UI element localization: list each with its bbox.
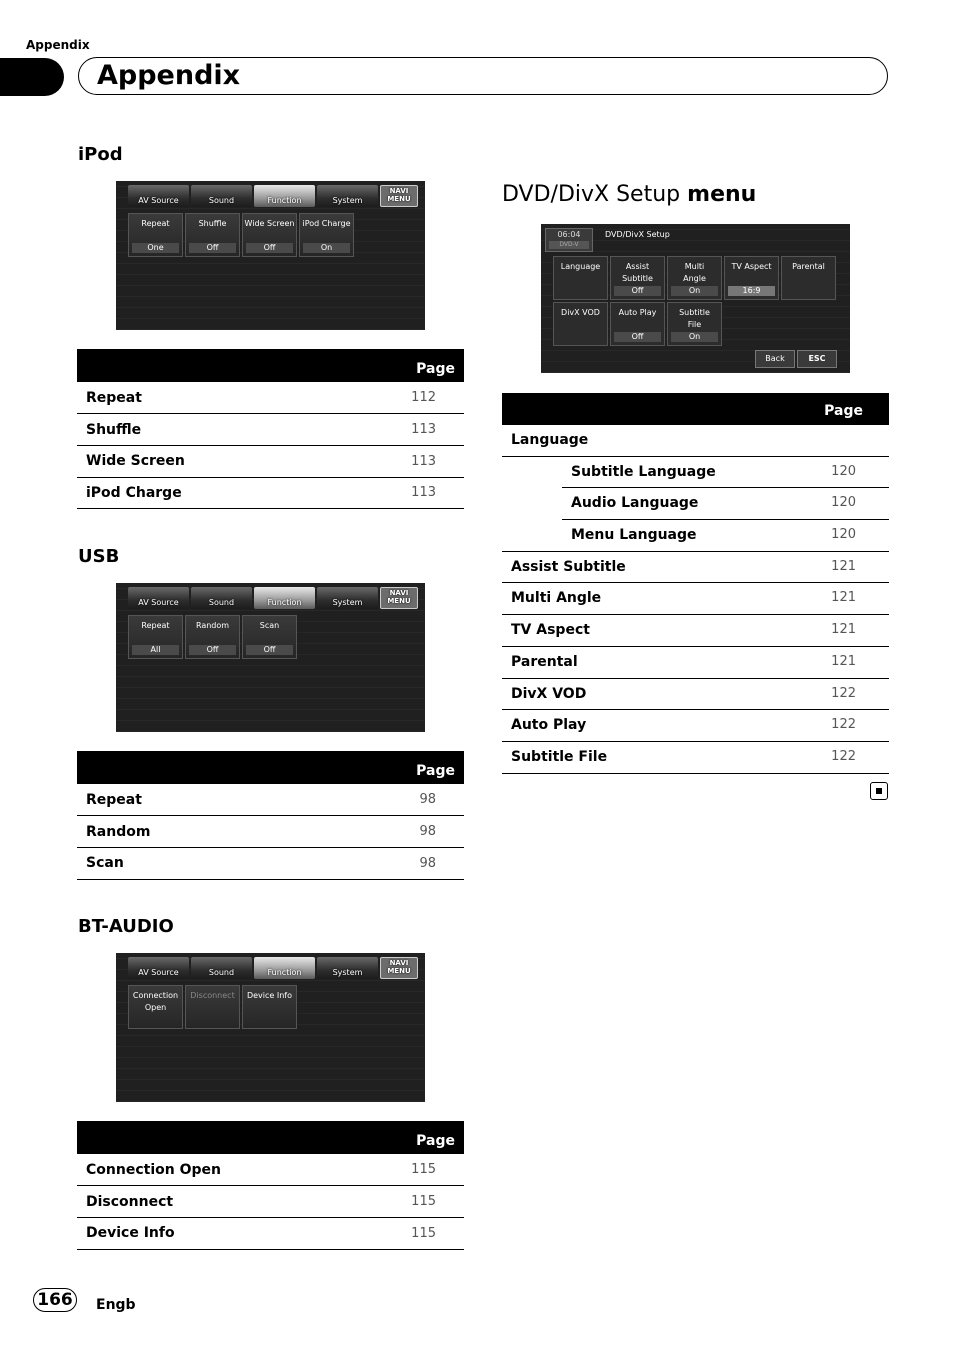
tab-av-source: AV Source bbox=[128, 587, 189, 609]
table-row bbox=[502, 647, 889, 679]
section-heading-bt-audio: BT-AUDIO bbox=[78, 916, 174, 937]
source-indicator: 06:04 DVD-V bbox=[545, 228, 593, 252]
row-page: 122 bbox=[831, 748, 856, 764]
tab-av-source: AV Source bbox=[128, 185, 189, 207]
row-label: Subtitle Language bbox=[571, 463, 716, 480]
table-row bbox=[502, 520, 889, 552]
tab-function: Function bbox=[254, 587, 315, 609]
row-page: 120 bbox=[831, 463, 856, 479]
table-row: Repeat 98 bbox=[77, 784, 464, 816]
table-row: Disconnect 115 bbox=[77, 1186, 464, 1218]
tab-navi-menu: NAVI MENU bbox=[380, 957, 418, 979]
tab-sound: Sound bbox=[191, 185, 252, 207]
table-row bbox=[502, 742, 889, 774]
bt-tile-connection-open: Connection Open bbox=[128, 985, 183, 1029]
dvd-row-2 bbox=[553, 302, 722, 346]
row-label: TV Aspect bbox=[511, 622, 590, 639]
language-code: Engb bbox=[96, 1297, 136, 1313]
row-page: 121 bbox=[831, 558, 856, 574]
tab-system: System bbox=[317, 185, 378, 207]
esc-button: ESC bbox=[797, 350, 837, 368]
row-label: DivX VOD bbox=[511, 685, 587, 702]
tab-navi-menu: NAVI MENU bbox=[380, 185, 418, 207]
usb-tile-repeat: Repeat All bbox=[128, 615, 183, 659]
table-row: Device Info 115 bbox=[77, 1217, 464, 1249]
table-row bbox=[502, 457, 889, 489]
row-label: Audio Language bbox=[571, 495, 699, 512]
usb-table bbox=[77, 751, 464, 880]
table-row bbox=[502, 425, 889, 457]
tab-navi-menu: NAVI MENU bbox=[380, 587, 418, 609]
row-label: Language bbox=[511, 432, 589, 448]
page-number: 166 bbox=[33, 1288, 77, 1312]
table-row bbox=[502, 583, 889, 615]
table-row bbox=[502, 552, 889, 584]
row-label: Menu Language bbox=[571, 527, 697, 544]
row-label: Auto Play bbox=[511, 717, 587, 734]
dvd-tile-tv-aspect: TV Aspect 16:9 bbox=[724, 256, 779, 300]
dvd-row-1 bbox=[553, 256, 836, 300]
ipod-tile-repeat: Repeat One bbox=[128, 213, 183, 257]
table-row: Scan 98 bbox=[77, 847, 464, 879]
table-row: Random 98 bbox=[77, 816, 464, 848]
column-header-page: Page bbox=[377, 1121, 464, 1154]
row-page: 121 bbox=[831, 653, 856, 669]
bt-audio-screen bbox=[116, 953, 425, 1102]
end-of-section-icon bbox=[870, 782, 888, 800]
section-heading-usb: USB bbox=[78, 546, 120, 567]
page-title: Appendix bbox=[97, 60, 241, 91]
row-label: Multi Angle bbox=[511, 590, 602, 607]
ipod-table bbox=[77, 349, 464, 509]
dvd-divx-table bbox=[502, 393, 889, 774]
tab-sound: Sound bbox=[191, 957, 252, 979]
table-row bbox=[502, 679, 889, 711]
dvd-tile-multi-angle: Multi Angle On bbox=[667, 256, 722, 300]
usb-screen bbox=[116, 583, 425, 732]
tab-system: System bbox=[317, 957, 378, 979]
row-page: 121 bbox=[831, 590, 856, 606]
ipod-tile-shuffle: Shuffle Off bbox=[185, 213, 240, 257]
bt-tile-device-info: Device Info bbox=[242, 985, 297, 1029]
screen-title: DVD/DivX Setup bbox=[605, 230, 670, 239]
dvd-tile-parental: Parental bbox=[781, 256, 836, 300]
column-header-page: Page bbox=[377, 349, 464, 382]
tab-av-source: AV Source bbox=[128, 957, 189, 979]
table-header bbox=[502, 393, 889, 425]
ipod-tile-wide-screen: Wide Screen Off bbox=[242, 213, 297, 257]
row-label: Assist Subtitle bbox=[511, 558, 626, 575]
row-label: Parental bbox=[511, 653, 578, 670]
table-row: Repeat 112 bbox=[77, 382, 464, 414]
header-tab-block bbox=[0, 58, 64, 96]
dvd-tile-assist-subtitle: Assist Subtitle Off bbox=[610, 256, 665, 300]
running-header: Appendix bbox=[26, 38, 90, 52]
tab-function: Function bbox=[254, 185, 315, 207]
tab-sound: Sound bbox=[191, 587, 252, 609]
table-row: iPod Charge 113 bbox=[77, 477, 464, 509]
row-page: 122 bbox=[831, 717, 856, 733]
bt-tile-disconnect: Disconnect bbox=[185, 985, 240, 1029]
row-label: Subtitle File bbox=[511, 748, 608, 765]
ipod-screen bbox=[116, 181, 425, 330]
dvd-divx-setup-screen bbox=[541, 224, 850, 373]
dvd-tile-subtitle-file: Subtitle File On bbox=[667, 302, 722, 346]
row-page: 120 bbox=[831, 495, 856, 511]
bt-audio-table bbox=[77, 1121, 464, 1250]
usb-tile-scan: Scan Off bbox=[242, 615, 297, 659]
column-header-page: Page bbox=[824, 403, 863, 419]
dvd-tile-divx-vod: DivX VOD bbox=[553, 302, 608, 346]
dvd-tile-language: Language bbox=[553, 256, 608, 300]
section-heading-dvd-divx: DVD/DivX Setup menu bbox=[502, 182, 757, 207]
tab-function: Function bbox=[254, 957, 315, 979]
row-page: 120 bbox=[831, 527, 856, 543]
usb-tile-random: Random Off bbox=[185, 615, 240, 659]
table-row bbox=[502, 615, 889, 647]
row-page: 122 bbox=[831, 685, 856, 701]
table-row: Wide Screen 113 bbox=[77, 445, 464, 477]
table-row: Connection Open 115 bbox=[77, 1154, 464, 1186]
tab-system: System bbox=[317, 587, 378, 609]
column-header-page: Page bbox=[377, 751, 464, 784]
ipod-tile-ipod-charge: iPod Charge On bbox=[299, 213, 354, 257]
back-button: Back bbox=[755, 350, 795, 368]
table-row bbox=[502, 488, 889, 520]
section-heading-ipod: iPod bbox=[78, 144, 123, 165]
table-row bbox=[502, 710, 889, 742]
dvd-tile-auto-play: Auto Play Off bbox=[610, 302, 665, 346]
row-page: 121 bbox=[831, 622, 856, 638]
table-row: Shuffle 113 bbox=[77, 414, 464, 446]
